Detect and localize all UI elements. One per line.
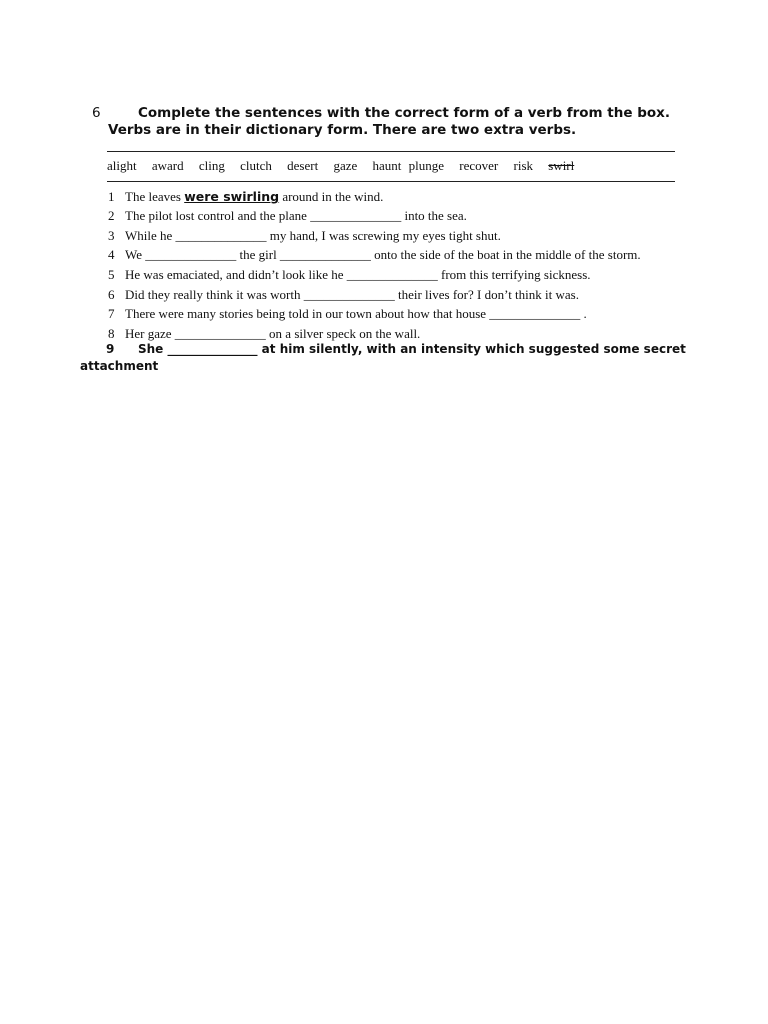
verb-alight: alight (107, 158, 137, 173)
sentence-item (108, 326, 420, 342)
item-number: 5 (108, 267, 115, 282)
item-text: We ______________ the girl ______________ onto the side of the boat in the middle of the storm. (125, 247, 641, 262)
verb-haunt: haunt (372, 158, 402, 173)
item-number: 6 (108, 287, 115, 302)
sentence-item (108, 208, 467, 224)
item-text-before: The leaves (125, 189, 185, 204)
verb-plunge: plunge (408, 158, 445, 173)
example-answer: were swirling (184, 189, 280, 204)
instruction-line-1: Complete the sentences with the correct form of a verb from the box. (138, 105, 671, 121)
verb-box-bottom-rule (107, 181, 675, 182)
verb-risk: risk (513, 158, 533, 173)
verb-desert: desert (287, 158, 319, 173)
item-text: While he ______________ my hand, I was screwing my eyes tight shut. (125, 228, 501, 243)
verb-box-top-rule (107, 151, 675, 152)
item-number: 2 (108, 208, 115, 223)
verb-gaze: gaze (333, 158, 358, 173)
sentence-item (108, 287, 579, 303)
sentence-item-9 (106, 342, 686, 356)
verb-swirl-example: swirl (548, 158, 575, 173)
item-number: 4 (108, 247, 115, 262)
sentence-item (108, 247, 641, 263)
verb-recover: recover (459, 158, 499, 173)
sentence-item (108, 267, 591, 283)
verb-clutch: clutch (240, 158, 272, 173)
item-text: There were many stories being told in our town about how that house ______________ . (125, 306, 587, 321)
sentence-item (108, 228, 501, 244)
item-text: She _______________ at him silently, with an intensity which suggested some secret (138, 342, 686, 356)
sentence-item (108, 306, 587, 322)
verb-award: award (151, 158, 184, 173)
item-number: 8 (108, 326, 115, 341)
verb-cling: cling (198, 158, 225, 173)
sentence-item (108, 189, 383, 205)
item-text: He was emaciated, and didn’t look like he ______________ from this terrifying sickness. (125, 267, 591, 282)
verb-box (107, 158, 574, 174)
item-text: The pilot lost control and the plane ______________ into the sea. (125, 208, 467, 223)
item-9-continuation: attachment (80, 359, 159, 373)
exercise-number: 6 (92, 105, 101, 121)
item-number: 9 (106, 342, 115, 356)
item-number: 7 (108, 306, 115, 321)
instruction-line-2: Verbs are in their dictionary form. There are two extra verbs. (108, 122, 577, 138)
item-text: Her gaze ______________ on a silver speck on the wall. (125, 326, 421, 341)
item-number: 3 (108, 228, 115, 243)
item-text: Did they really think it was worth ______________ their lives for? I don’t think it was. (125, 287, 579, 302)
item-number: 1 (108, 189, 115, 204)
item-text-after: around in the wind. (279, 189, 384, 204)
